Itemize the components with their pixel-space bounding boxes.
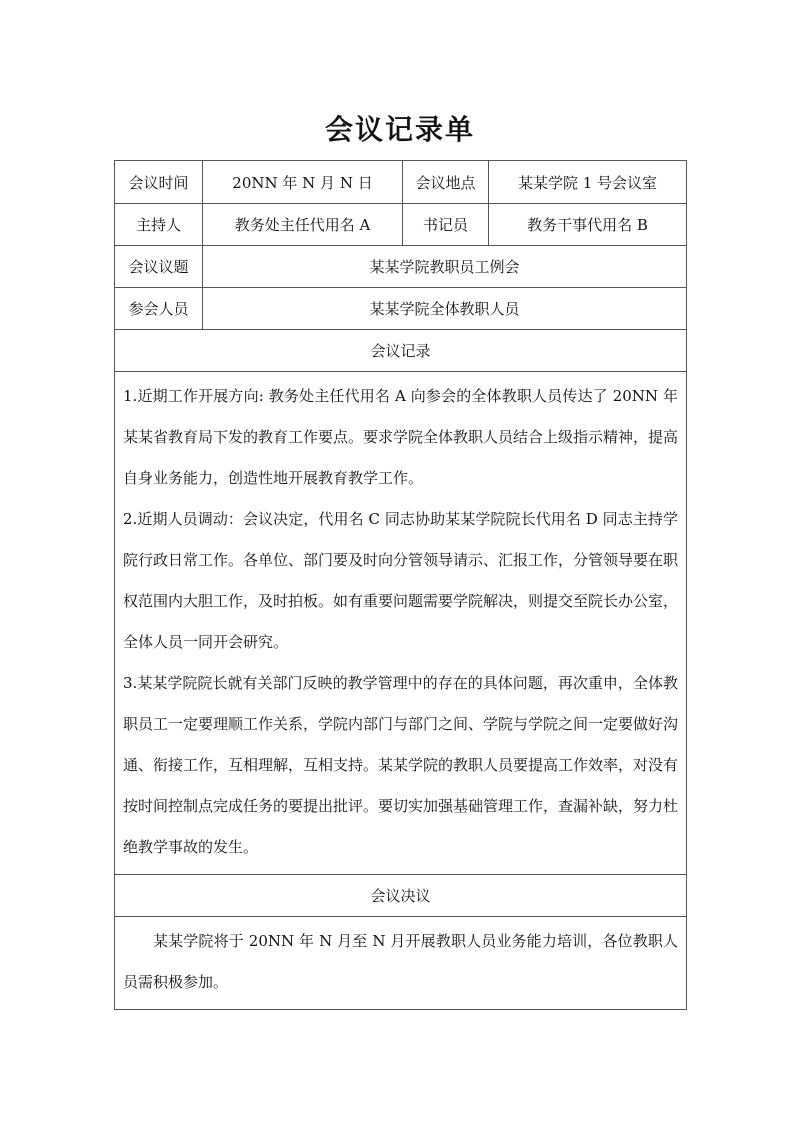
location-value: 某某学院 1 号会议室 — [489, 161, 687, 204]
minutes-body — [115, 372, 687, 875]
resolution-text: 某某学院将于 20NN 年 N 月至 N 月开展教职人员业务能力培训，各位教职人员需积极参加。 — [123, 932, 678, 991]
attendees-label: 参会人员 — [115, 288, 203, 330]
minutes-body-row — [115, 372, 687, 875]
resolution-header-row — [115, 875, 687, 917]
topic-value: 某某学院教职员工例会 — [203, 246, 687, 288]
meeting-record-table — [114, 160, 687, 1010]
host-value: 教务处主任代用名 A — [203, 204, 403, 246]
info-row-host-recorder — [115, 204, 687, 246]
document-title: 会议记录单 — [324, 113, 475, 146]
recorder-label: 书记员 — [403, 204, 489, 246]
time-label: 会议时间 — [115, 161, 203, 204]
attendees-value: 某某学院全体教职人员 — [203, 288, 687, 330]
info-row-topic — [115, 246, 687, 288]
topic-label: 会议议题 — [115, 246, 203, 288]
minutes-item-3: 3.某某学院院长就有关部门反映的教学管理中的存在的具体问题，再次重申，全体教职员工一定要理顺工作关系，学院内部门与部门之间、学院与学院之间一定要做好沟通、衔接工作，互相理解，互相支持。某某学院的教职人员要提高工作效率，对没有按时间控制点完成任务的要提出批评。要切实加强基础管理工作，查漏补缺，努力杜绝教学事故的发生。 — [123, 674, 679, 856]
location-label: 会议地点 — [403, 161, 489, 204]
recorder-value: 教务干事代用名 B — [489, 204, 687, 246]
minutes-item-2: 2.近期人员调动：会议决定，代用名 C 同志协助某某学院院长代用名 D 同志主持学院行政日常工作。各单位、部门要及时向分管领导请示、汇报工作，分管领导要在职权范围内大胆工作，及时拍板。如有重要问题需要学院解决，则提交至院长办公室，全体人员一同开会研究。 — [123, 510, 679, 651]
info-row-attendees — [115, 288, 687, 330]
resolution-body — [115, 917, 687, 1010]
resolution-body-row — [115, 917, 687, 1010]
time-value: 20NN 年 N 月 N 日 — [203, 161, 403, 204]
resolution-header: 会议决议 — [115, 875, 687, 917]
minutes-item-1: 1.近期工作开展方向: 教务处主任代用名 A 向参会的全体教职人员传达了 20NN 年某某省教育局下发的教育工作要点。要求学院全体教职人员结合上级指示精神，提高自身业务能力，创造性地开展教育教学工作。 — [123, 387, 679, 487]
host-label: 主持人 — [115, 204, 203, 246]
minutes-header: 会议记录 — [115, 330, 687, 372]
minutes-header-row — [115, 330, 687, 372]
info-row-time-location — [115, 161, 687, 204]
